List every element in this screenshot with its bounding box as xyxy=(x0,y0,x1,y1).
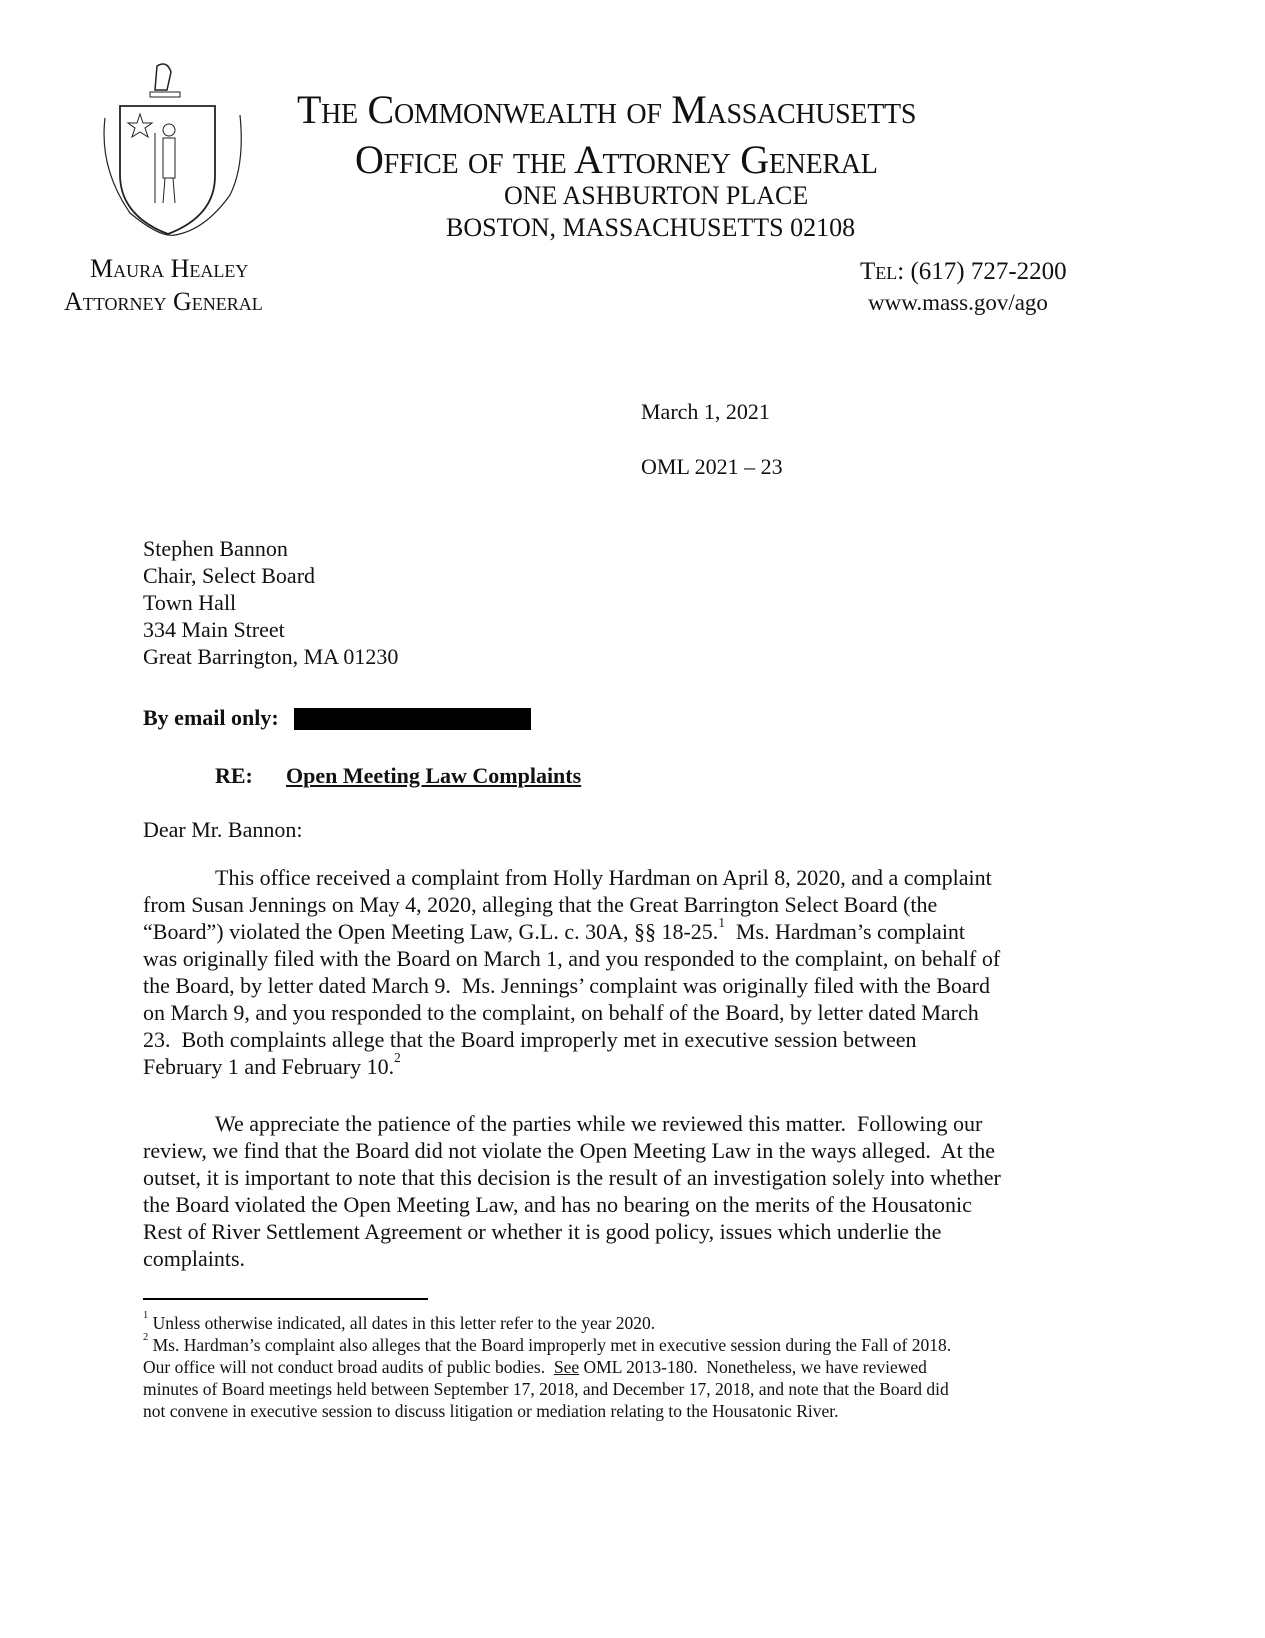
paragraph-1-line: from Susan Jennings on May 4, 2020, alleging that the Great Barrington Select Board (the xyxy=(143,892,938,917)
letterhead-address-2: BOSTON, MASSACHUSETTS 02108 xyxy=(446,213,856,242)
recipient-line: 334 Main Street xyxy=(143,617,285,642)
paragraph-2-line: We appreciate the patience of the parties while we reviewed this matter. Following our xyxy=(215,1111,983,1136)
text: “Board”) violated the Open Meeting Law, G.L. c. 30A, §§ 18-25. xyxy=(143,919,719,944)
recipient-line: Town Hall xyxy=(143,590,237,615)
footnote-2-line: minutes of Board meetings held between September 17, 2018, and December 17, 2018, and note that the Board did xyxy=(143,1379,949,1399)
footnote-ref-1: 1 xyxy=(718,915,725,930)
paragraph-1-line xyxy=(143,1050,401,1080)
salutation: Dear Mr. Bannon: xyxy=(143,817,303,842)
paragraph-1-line: This office received a complaint from Holly Hardman on April 8, 2020, and a complaint xyxy=(215,865,992,890)
redaction-bar xyxy=(294,708,531,730)
telephone: Tel: (617) 727-2200 xyxy=(860,258,1067,285)
text: OML 2013-180. Nonetheless, we have reviewed xyxy=(579,1357,927,1377)
letterhead-address-1: ONE ASHBURTON PLACE xyxy=(504,181,809,210)
text: Ms. Hardman’s complaint also alleges that the Board improperly met in executive session during the Fall of 2018. xyxy=(148,1335,952,1355)
paragraph-2-line: Rest of River Settlement Agreement or whether it is good policy, issues which underlie the xyxy=(143,1219,942,1244)
footnote-1 xyxy=(143,1310,656,1335)
text: Our office will not conduct broad audits of public bodies. xyxy=(143,1357,554,1377)
text: Unless otherwise indicated, all dates in this letter refer to the year 2020. xyxy=(148,1313,656,1333)
footnote-2-line: not convene in executive session to discuss litigation or mediation relating to the Housatonic River. xyxy=(143,1401,839,1421)
paragraph-2-line: outset, it is important to note that this decision is the result of an investigation solely into whether xyxy=(143,1165,1001,1190)
attorney-general-name: Maura Healey xyxy=(90,254,249,283)
footnote-2-line xyxy=(143,1357,927,1379)
letter-date: March 1, 2021 xyxy=(641,399,770,424)
attorney-general-title: Attorney General xyxy=(64,287,263,316)
paragraph-1-line: was originally filed with the Board on March 1, and you responded to the complaint, on behalf of xyxy=(143,946,1001,971)
paragraph-1-line: 23. Both complaints allege that the Board improperly met in executive session between xyxy=(143,1027,917,1052)
text: February 1 and February 10. xyxy=(143,1054,395,1079)
letterhead-title: The Commonwealth of Massachusetts xyxy=(297,87,917,132)
recipient-line: Stephen Bannon xyxy=(143,536,288,561)
footnote-2 xyxy=(143,1332,952,1357)
re-subject: Open Meeting Law Complaints xyxy=(286,763,582,788)
footnote-number: 2 xyxy=(143,1332,149,1343)
paragraph-1-line: on March 9, and you responded to the complaint, on behalf of the Board, by letter dated March xyxy=(143,1000,979,1025)
paragraph-1-line: the Board, by letter dated March 9. Ms. Jennings’ complaint was originally filed with the Board xyxy=(143,973,991,998)
recipient-line: Chair, Select Board xyxy=(143,563,316,588)
paragraph-2-line: the Board violated the Open Meeting Law, and has no bearing on the merits of the Housatonic xyxy=(143,1192,972,1217)
text: Ms. Hardman’s complaint xyxy=(724,919,966,944)
website: www.mass.gov/ago xyxy=(868,290,1048,315)
reference-number: OML 2021 – 23 xyxy=(641,454,783,479)
footnote-number: 1 xyxy=(143,1310,149,1321)
paragraph-1-line xyxy=(143,915,966,945)
recipient-line: Great Barrington, MA 01230 xyxy=(143,644,399,669)
paragraph-2-line: review, we find that the Board did not violate the Open Meeting Law in the ways alleged. At the xyxy=(143,1138,996,1163)
letterhead-office: Office of the Attorney General xyxy=(355,137,878,182)
footnote-ref-2: 2 xyxy=(394,1050,401,1065)
see-signal: See xyxy=(553,1357,580,1377)
re-label: RE: xyxy=(215,763,253,788)
footnote-divider xyxy=(143,1298,428,1300)
email-label: By email only: xyxy=(143,705,279,730)
massachusetts-seal-logo xyxy=(95,58,245,243)
paragraph-2-line: complaints. xyxy=(143,1246,246,1271)
